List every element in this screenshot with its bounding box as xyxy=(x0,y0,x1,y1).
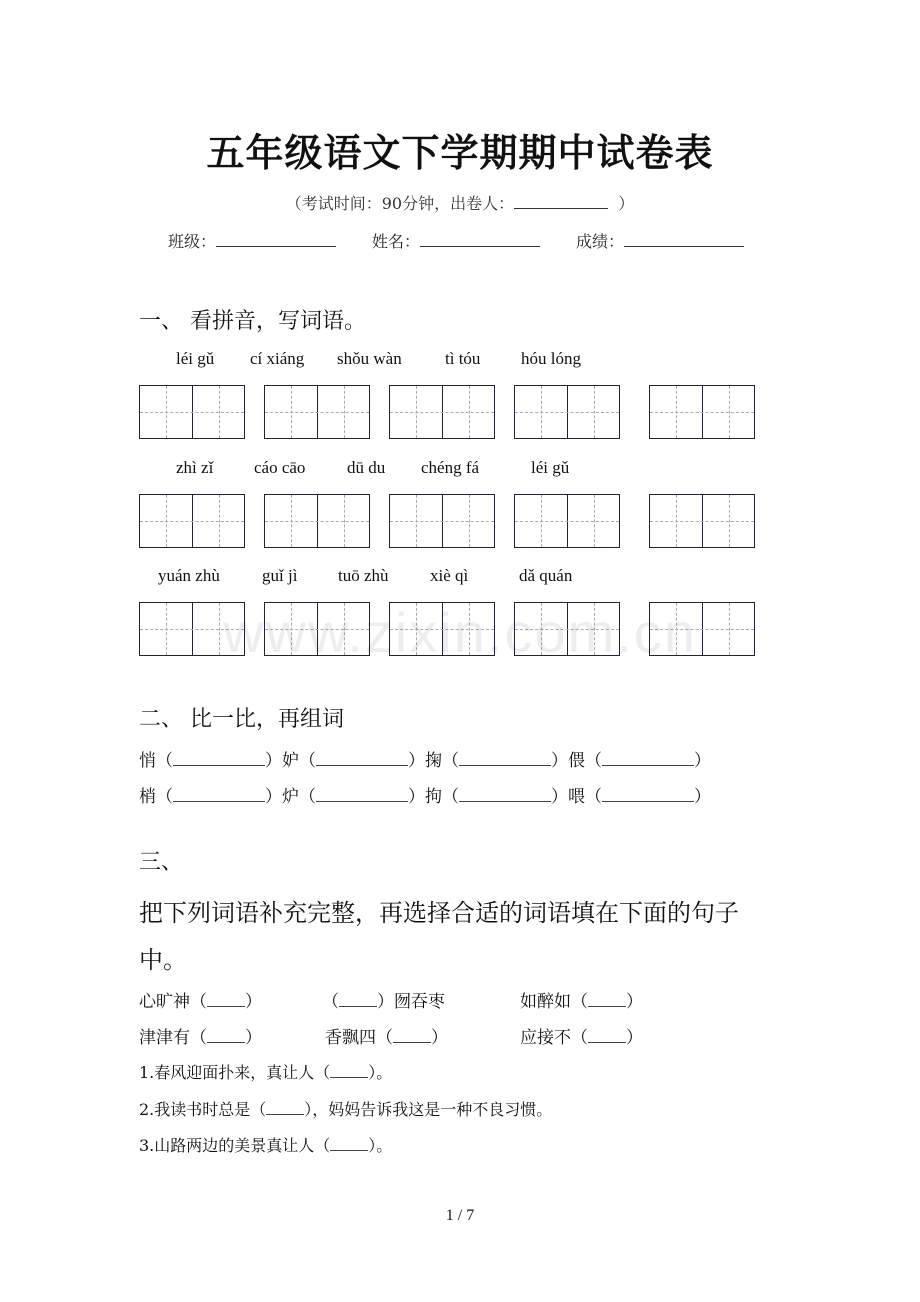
page-title: 五年级语文下学期期中试卷表 xyxy=(206,130,714,175)
pinyin: hóu lóng xyxy=(521,349,581,368)
section3-instruction-cont: 中。 xyxy=(139,946,187,974)
idiom-item xyxy=(322,987,445,1012)
section3-instruction: 把下列词语补充完整，再选择合适的词语填在下面的句子 xyxy=(139,899,739,927)
section3-heading: 三、 xyxy=(139,850,184,875)
writing-grid[interactable] xyxy=(389,494,495,548)
answer-blank[interactable] xyxy=(459,787,551,802)
answer-blank[interactable] xyxy=(602,787,694,802)
char: 拘 xyxy=(425,787,442,807)
paren: （ xyxy=(585,751,602,771)
compare-row xyxy=(139,782,711,807)
idiom-item xyxy=(520,987,643,1012)
writing-grid[interactable] xyxy=(264,494,370,548)
writing-grid[interactable] xyxy=(649,385,755,439)
idiom-text: 应接不（ xyxy=(520,1028,588,1048)
paren: （ xyxy=(299,787,316,807)
page-number: 1 / 7 xyxy=(445,1207,475,1224)
watermark: www.zixin.com.cn xyxy=(223,601,697,664)
pinyin: dū du xyxy=(347,458,386,477)
sentence-text: ），妈妈告诉我这是一种不良习惯。 xyxy=(304,1100,553,1119)
name-label: 姓名： xyxy=(372,232,421,251)
answer-blank[interactable] xyxy=(316,787,408,802)
idiom-text: （ xyxy=(322,992,339,1012)
writing-grid[interactable] xyxy=(649,494,755,548)
paren: ） xyxy=(626,992,643,1012)
sentence-text: ）。 xyxy=(368,1136,393,1155)
subtitle-close: ） xyxy=(618,194,635,213)
pinyin: dǎ quán xyxy=(519,566,573,585)
pinyin: guǐ jì xyxy=(262,566,298,585)
paren: （ xyxy=(442,787,459,807)
paren: ） xyxy=(408,787,425,807)
idiom-blank[interactable] xyxy=(339,992,377,1007)
answer-blank[interactable] xyxy=(173,751,265,766)
section2-heading: 二、 比一比，再组词 xyxy=(139,707,344,732)
char: 偎 xyxy=(568,751,585,771)
idiom-text: 如醉如（ xyxy=(520,992,588,1012)
paren: （ xyxy=(585,787,602,807)
paren: ） xyxy=(245,1028,262,1048)
idiom-item xyxy=(139,987,262,1012)
pinyin: xiè qì xyxy=(430,566,469,585)
paren: ） xyxy=(626,1028,643,1048)
paren: ） xyxy=(265,751,282,771)
sentence-blank[interactable] xyxy=(266,1100,304,1115)
score-blank xyxy=(624,232,744,247)
paren: ） xyxy=(551,751,568,771)
paren: ） xyxy=(694,787,711,807)
compare-row xyxy=(139,746,711,771)
idiom-text: ）囫吞枣 xyxy=(377,992,445,1012)
pinyin: zhì zǐ xyxy=(176,458,214,477)
writing-grid[interactable] xyxy=(389,385,495,439)
score-field xyxy=(576,229,744,252)
writing-grid[interactable] xyxy=(264,385,370,439)
name-field xyxy=(372,229,540,252)
idiom-blank[interactable] xyxy=(207,992,245,1007)
sentence-text: 1.春风迎面扑来，真让人（ xyxy=(139,1063,331,1082)
idiom-blank[interactable] xyxy=(207,1028,245,1043)
paren: （ xyxy=(156,751,173,771)
idiom-item xyxy=(325,1023,448,1048)
char: 炉 xyxy=(282,787,299,807)
paren: ） xyxy=(245,992,262,1012)
exam-subtitle xyxy=(0,191,920,214)
sentence-text: ）。 xyxy=(368,1063,393,1082)
idiom-blank[interactable] xyxy=(588,992,626,1007)
paren: ） xyxy=(431,1028,448,1048)
answer-blank[interactable] xyxy=(602,751,694,766)
answer-blank[interactable] xyxy=(459,751,551,766)
writing-grid[interactable] xyxy=(514,494,620,548)
pinyin: léi gǔ xyxy=(176,349,215,368)
sentence-text: 3.山路两边的美景真让人（ xyxy=(139,1136,331,1155)
idiom-text: 津津有（ xyxy=(139,1028,207,1048)
char: 妒 xyxy=(282,751,299,771)
section1-heading: 一、 看拼音，写词语。 xyxy=(139,309,366,334)
pinyin: chéng fá xyxy=(421,458,480,477)
pinyin: tuō zhù xyxy=(338,566,389,585)
class-label: 班级： xyxy=(168,232,217,251)
paren: ） xyxy=(265,787,282,807)
pinyin: tì tóu xyxy=(445,349,481,368)
answer-blank[interactable] xyxy=(316,751,408,766)
idiom-blank[interactable] xyxy=(588,1028,626,1043)
pinyin: cí xiáng xyxy=(250,349,305,368)
idiom-text: 心旷神（ xyxy=(139,992,207,1012)
paren: ） xyxy=(551,787,568,807)
idiom-item xyxy=(139,1023,262,1048)
char: 喂 xyxy=(568,787,585,807)
sentence-blank[interactable] xyxy=(330,1063,368,1078)
idiom-blank[interactable] xyxy=(393,1028,431,1043)
paren: （ xyxy=(156,787,173,807)
idiom-text: 香飘四（ xyxy=(325,1028,393,1048)
answer-blank[interactable] xyxy=(173,787,265,802)
pinyin: yuán zhù xyxy=(158,566,220,585)
char: 梢 xyxy=(139,787,156,807)
char: 掬 xyxy=(425,751,442,771)
name-blank xyxy=(420,232,540,247)
sentence-blank[interactable] xyxy=(330,1136,368,1151)
pinyin: shǒu wàn xyxy=(337,349,402,368)
subtitle-text: （考试时间：90分钟，出卷人： xyxy=(285,194,515,213)
writing-grid[interactable] xyxy=(139,385,245,439)
sentence-text: 2.我读书时总是（ xyxy=(139,1100,267,1119)
score-label: 成绩： xyxy=(576,232,625,251)
paren: ） xyxy=(408,751,425,771)
class-field xyxy=(168,229,336,252)
writing-grid[interactable] xyxy=(139,494,245,548)
author-blank xyxy=(514,194,608,209)
sentence-1 xyxy=(139,1060,392,1083)
sentence-2 xyxy=(139,1097,552,1120)
class-blank xyxy=(216,232,336,247)
idiom-item xyxy=(520,1023,643,1048)
paren: （ xyxy=(442,751,459,771)
writing-grid[interactable] xyxy=(514,385,620,439)
pinyin: léi gǔ xyxy=(531,458,570,477)
pinyin: cáo cāo xyxy=(254,458,306,477)
paren: （ xyxy=(299,751,316,771)
sentence-3 xyxy=(139,1133,392,1156)
paren: ） xyxy=(694,751,711,771)
char: 悄 xyxy=(139,751,156,771)
